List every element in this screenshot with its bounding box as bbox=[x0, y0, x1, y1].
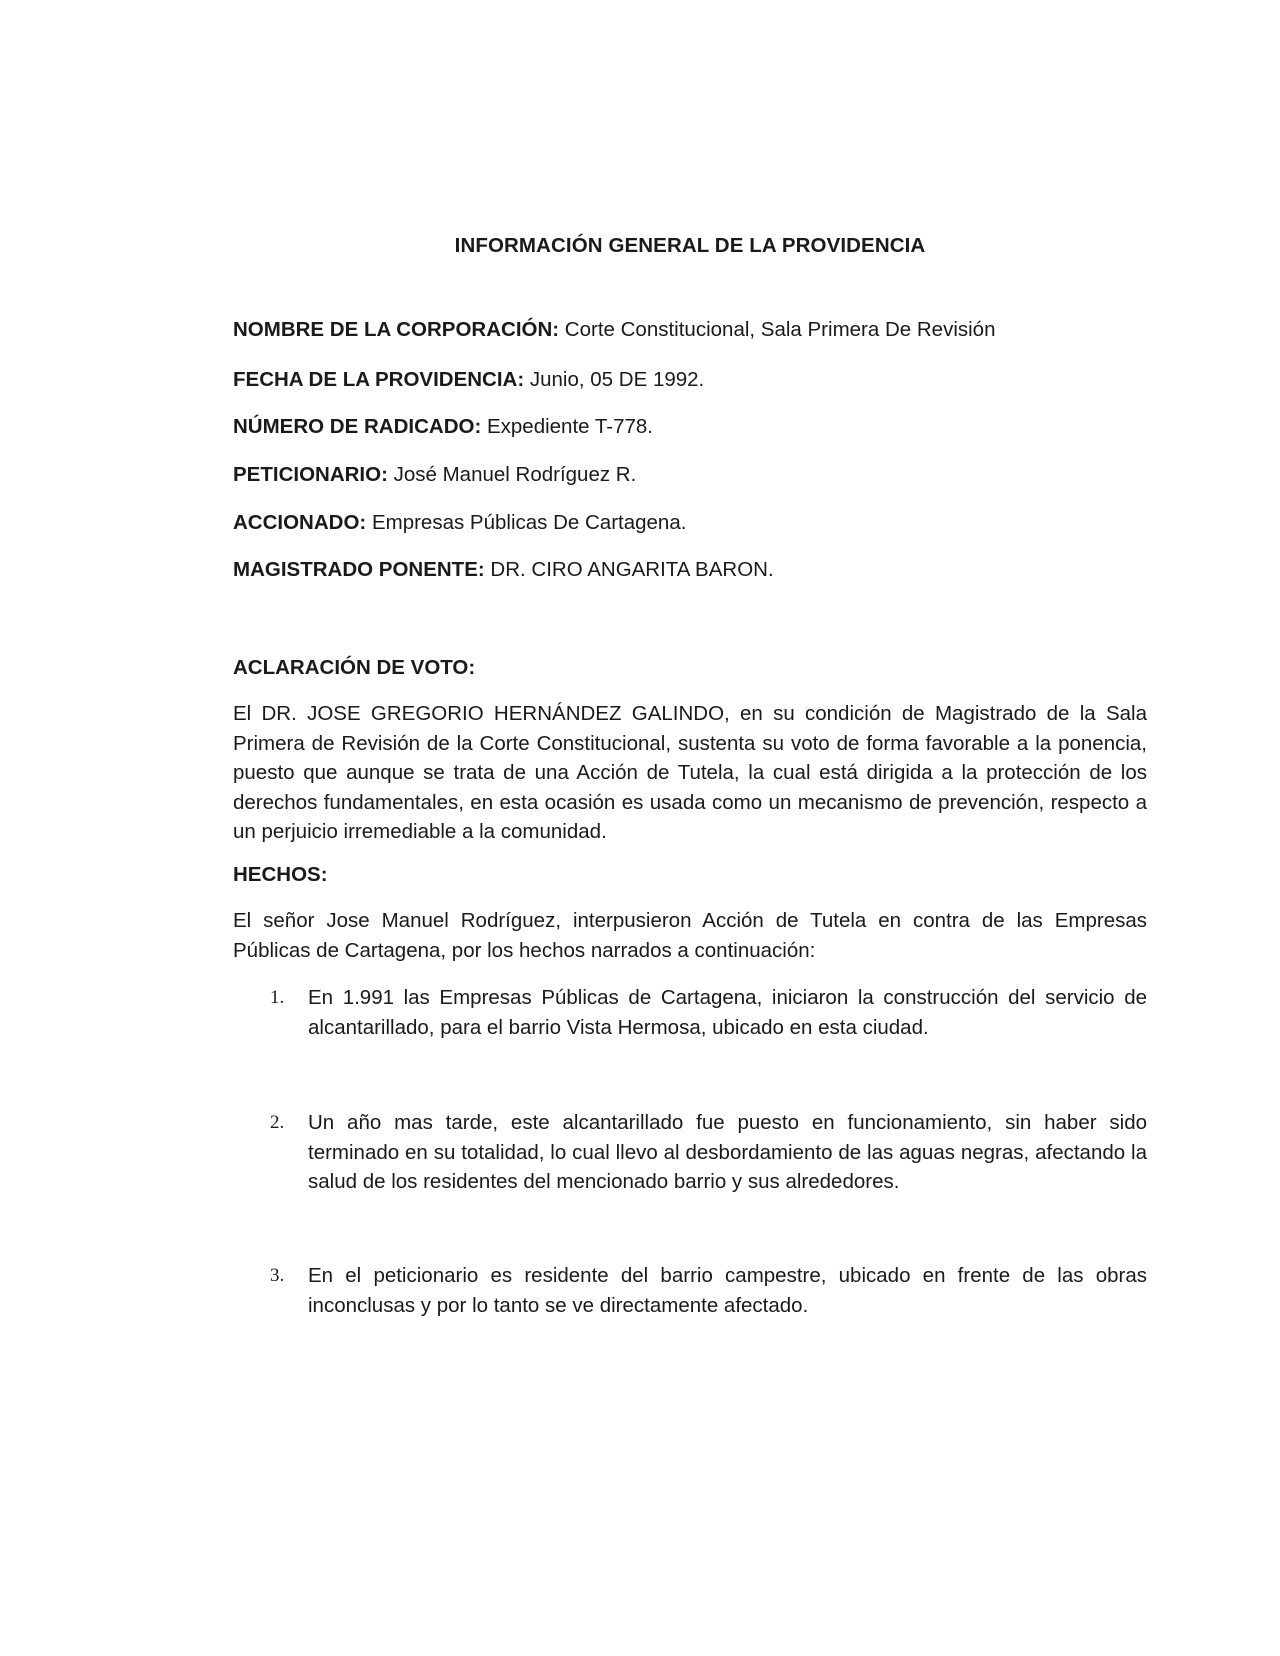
aclaracion-heading: ACLARACIÓN DE VOTO: bbox=[233, 656, 476, 679]
field-label: NÚMERO DE RADICADO: bbox=[233, 415, 482, 438]
document-title: INFORMACIÓN GENERAL DE LA PROVIDENCIA bbox=[454, 234, 926, 257]
field-corporacion bbox=[233, 318, 996, 342]
list-item-number: 2. bbox=[270, 1112, 285, 1133]
hechos-intro: El señor Jose Manuel Rodríguez, interpusieron Acción de Tutela en contra de las Empresas Públicas de Cartagena, por los hechos narrados a continuación: bbox=[233, 909, 1147, 962]
field-accionado bbox=[233, 511, 686, 535]
field-value: DR. CIRO ANGARITA BARON. bbox=[484, 558, 774, 581]
list-item-text: Un año mas tarde, este alcantarillado fue puesto en funcionamiento, sin haber sido terminado en su totalidad, lo cual llevo al desbordamiento de las aguas negras, afectando la salud de los residentes del mencionado barrio y sus alrededores. bbox=[308, 1111, 1147, 1193]
field-label: MAGISTRADO PONENTE: bbox=[233, 558, 485, 581]
field-label: FECHA DE LA PROVIDENCIA: bbox=[233, 368, 525, 391]
field-magistrado bbox=[233, 558, 774, 582]
hechos-heading: HECHOS: bbox=[233, 863, 328, 886]
field-value: Junio, 05 DE 1992. bbox=[524, 368, 705, 391]
list-item-number: 1. bbox=[270, 987, 285, 1008]
field-fecha bbox=[233, 368, 704, 392]
list-item-number: 3. bbox=[270, 1265, 285, 1286]
field-value: José Manuel Rodríguez R. bbox=[387, 463, 637, 486]
list-item-text: En el peticionario es residente del barrio campestre, ubicado en frente de las obras inconclusas y por lo tanto se ve directamente afectado. bbox=[308, 1264, 1147, 1317]
aclaracion-paragraph: El DR. JOSE GREGORIO HERNÁNDEZ GALINDO, en su condición de Magistrado de la Sala Primera de Revisión de la Corte Constitucional, sustenta su voto de forma favorable a la ponencia, puesto que aunque se trata de una Acción de Tutela, la cual está dirigida a la protección de los derechos fundamentales, en esta ocasión es usada como un mecanismo de prevención, respecto a un perjuicio irremediable a la comunidad. bbox=[233, 702, 1147, 843]
field-label: ACCIONADO: bbox=[233, 511, 367, 534]
field-label: PETICIONARIO: bbox=[233, 463, 388, 486]
field-value: Empresas Públicas De Cartagena. bbox=[366, 511, 687, 534]
field-value: Expediente T-778. bbox=[481, 415, 653, 438]
field-label: NOMBRE DE LA CORPORACIÓN: bbox=[233, 318, 560, 341]
field-peticionario bbox=[233, 463, 636, 487]
field-radicado bbox=[233, 415, 653, 439]
field-value: Corte Constitucional, Sala Primera De Revisión bbox=[559, 318, 996, 341]
list-item-text: En 1.991 las Empresas Públicas de Cartagena, iniciaron la construcción del servicio de alcantarillado, para el barrio Vista Hermosa, ubicado en esta ciudad. bbox=[308, 986, 1147, 1039]
